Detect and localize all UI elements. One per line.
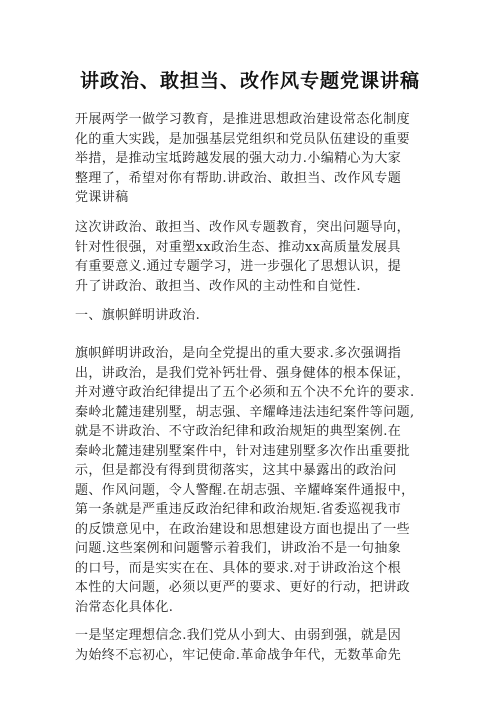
text-line: 题、作风问题，令人警醒.在胡志强、辛耀峰案件通报中， <box>75 482 415 498</box>
text-line: 的口号，而是实实在在、具体的要求.对于讲政治这个根 <box>75 560 402 576</box>
text-line: 旗帜鲜明讲政治，是向全党提出的重大要求.多次强调指 <box>75 346 402 361</box>
text-line: 开展两学一做学习教育，是推进思想政治建设常态化制度 <box>75 112 411 127</box>
text-line: 示，但是都没有得到贯彻落实，这其中暴露出的政治问 <box>75 463 397 478</box>
text-line: 第一条就是严重违反政治纪律和政治规矩.省委巡视我市 <box>75 502 402 517</box>
text-line: 治常态化具体化. <box>75 599 174 615</box>
text-line: 一是坚定理想信念.我们党从小到大、由弱到强，就是因 <box>75 628 402 643</box>
text-line: 化的重大实践，是加强基层党组织和党员队伍建设的重要 <box>75 131 411 147</box>
text-line: 整理了，希望对你有帮助.讲政治、敢担当、改作风专题 <box>75 170 402 186</box>
text-line: 有重要意义.通过专题学习，进一步强化了思想认识，提 <box>75 259 402 274</box>
text-line: 这次讲政治、敢担当、改作风专题教育，突出问题导向， <box>75 220 411 235</box>
document-title: 讲政治、敢担当、改作风专题党课讲稿 <box>79 70 420 92</box>
text-line: 的反馈意见中，在政治建设和思想建设方面也提出了一些 <box>75 521 411 537</box>
text-line: 并对遵守政治纪律提出了五个必须和五个决不允许的要求. <box>75 385 415 400</box>
text-line: 一、旗帜鲜明讲政治. <box>75 308 201 323</box>
text-line: 出，讲政治，是我们党补钙壮骨、强身健体的根本保证， <box>75 365 411 381</box>
paragraph-intro <box>75 110 420 208</box>
text-line: 就是不讲政治、不守政治纪律和政治规矩的典型案例.在 <box>75 424 402 439</box>
paragraph-education <box>75 218 420 296</box>
paragraph-politics <box>75 344 420 617</box>
text-line: 秦岭北麓违建别墅案件中，针对违建别墅多次作出重要批 <box>75 443 411 459</box>
text-line: 为始终不忘初心，牢记使命.革命战争年代，无数革命先 <box>75 647 402 663</box>
text-line: 举措，是推动宝坻跨越发展的强大动力.小编精心为大家 <box>75 151 402 166</box>
text-line: 本性的大问题，必须以更严的要求、更好的行动，把讲政 <box>75 580 411 595</box>
text-line: 升了讲政治、敢担当、改作风的主动性和自觉性. <box>75 278 361 294</box>
text-line: 针对性很强，对重塑xx政治生态、推动xx高质量发展具 <box>75 239 401 255</box>
section-heading-1 <box>75 306 420 326</box>
text-line: 秦岭北麓违建别墅，胡志强、辛耀峰违法违纪案件等问题, <box>75 404 415 420</box>
paragraph-ideals <box>75 626 420 665</box>
text-line: 党课讲稿 <box>75 190 129 205</box>
text-line: 问题.这些案例和问题警示着我们，讲政治不是一句抽象 <box>75 541 402 556</box>
